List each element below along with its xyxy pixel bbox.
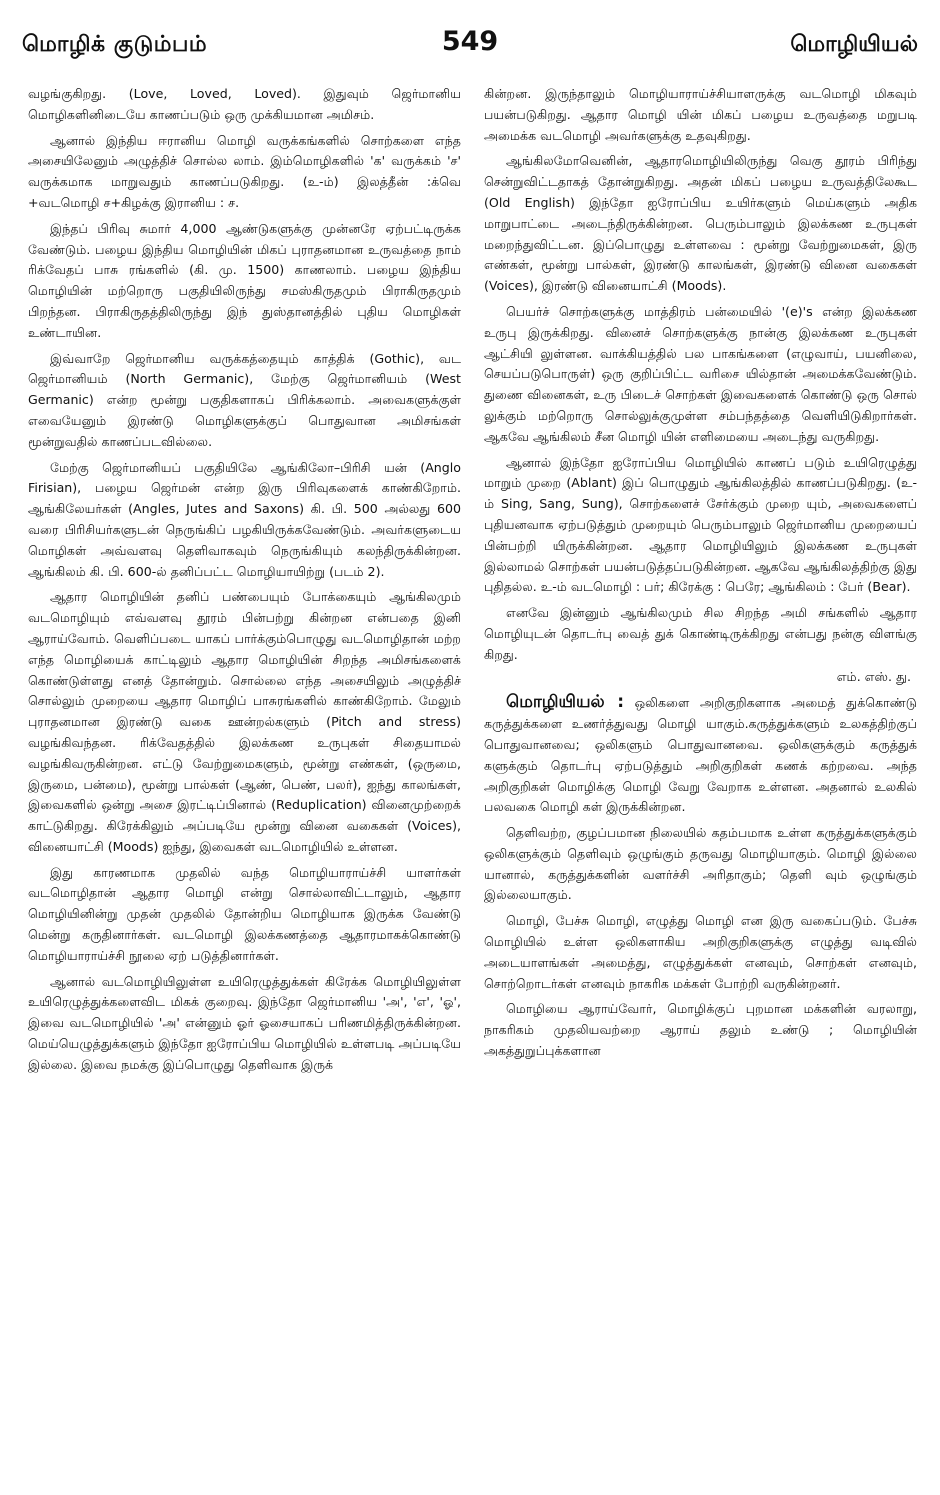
paragraph: ஆனால் இந்தோ ஐரோப்பிய மொழியில் காணப் படும் உயிரெழுத்து மாறும் முறை (Ablant) இப் பொழுதும் ஆங்கிலத்தில் காணப்படுகிறது. (உ-ம் Sing, Sang, Sung), சொற்களைச் சேர்க்கும் முறை யும், அவைகளைப் புதியனவாக ஏற்படுத்தும் முறையும் பெரும்பாலும் ஜெர்மானிய முறையைப் பின்பற்றி யிருக்கின்றன. ஆதார மொழியிலும் இலக்கண உருபுகள் இல்லாமல் சொற்கள் பயன்படுத்தப்படுகின்றன. ஆகவே ஆங்கிலத்திற்கு இது புதிதல்ல. உ-ம் வடமொழி : பர்; கிரேக்கு : பெரே; ஆங்கிலம் : பேர் (Bear). bbox=[484, 454, 917, 595]
page-header bbox=[22, 26, 918, 66]
paragraph: எனவே இன்னும் ஆங்கிலமும் சில சிறந்த அமி சங்களில் ஆதார மொழியுடன் தொடர்பு வைத் துக் கொண்டிருக்கிறது என்பது நன்கு விளங்கு கிறது. bbox=[484, 605, 917, 662]
left-column bbox=[28, 84, 461, 1479]
paragraph: கின்றன. இருந்தாலும் மொழியாராய்ச்சியாளருக்கு வடமொழி மிகவும் பயன்படுகிறது. ஆதார மொழி யின் மிகப் பழைய உருவத்தை மறுபடி அமைக்க வடமொழி அவர்களுக்கு உதவுகிறது. bbox=[484, 86, 917, 143]
paragraph: மேற்கு ஜெர்மானியப் பகுதியிலே ஆங்கிலோ–பிரிசி யன் (Anglo Firisian), பழைய ஜெர்மன் என்ற இரு பிரிவுகளைக் காண்கிறோம். ஆங்கிலேயர்கள் (Angles, Jutes and Saxons) கி. பி. 500 அல்லது 600 வரை பிரிசியர்களுடன் நெருங்கிப் பழகியிருக்கவேண்டும். அவர்களுடைய மொழிகள் அவ்வளவு தெளிவாகவும் நெருங்கியும் கலந்திருக்கின்றன. ஆங்கிலம் கி. பி. 600-ல் தனிப்பட்ட மொழியாயிற்று (படம் 2). bbox=[28, 459, 461, 579]
entry-text: ஒலிகளை அறிகுறிகளாக அமைத் துக்கொண்டு கருத்துக்களை உணர்த்துவது மொழி யாகும்.கருத்துக்களும் உலகத்திற்குப் பொதுவானவை; ஒலிகளும் பொதுவானவை. ஒலிகளுக்கும் கருத்துக் களுக்கும் தொடர்பு ஏற்படுத்தும் அறிகுறிகள் கணக் கற்றவை. அந்த அறிகுறிகள் மொழிக்கு மொழி வேறு வேறாக உள்ளன. அதனால் உலகில் பலவகை மொழி கள் இருக்கின்றன. bbox=[484, 695, 917, 815]
author-initials: எம். எஸ். து. bbox=[836, 668, 911, 684]
paragraph: ஆனால் வடமொழியிலுள்ள உயிரெழுத்துக்கள் கிரேக்க மொழியிலுள்ள உயிரெழுத்துக்களைவிட மிகக் குறைவு. இந்தோ ஜெர்மானிய 'அ', 'எ', 'ஓ', இவை வடமொழியில் 'அ' என்னும் ஓர் ஓசையாகப் பரிணமித்திருக்கின்றன. மெய்யெழுத்துக்களும் இந்தோ ஐரோப்பிய மொழியில் உள்ளபடி அப்படியே இல்லை. இவை நமக்கு இப்பொழுது தெளிவாக இருக் bbox=[28, 973, 461, 1072]
entry-heading: மொழியியல் : bbox=[506, 692, 624, 713]
paragraph: பெயர்ச் சொற்களுக்கு மாத்திரம் பன்மையில் '(e)'s என்ற இலக்கண உருபு இருக்கிறது. வினைச் சொற்களுக்கு நான்கு இலக்கண உருபுகள் ஆட்சியி லுள்ளன. வாக்கியத்தில் பல பாகங்களை (எழுவாய், பயனிலை, செயப்படுபொருள்) ஒரு குறிப்பிட்ட வரிசை யில்தான் அமைக்கவேண்டும். துணை வினைகள், உரு பிடைச் சொற்கள் இவைகளைக் கொண்டு ஒரு சொல் லுக்கும் மற்றொரு சொல்லுக்குமுள்ள சம்பந்தத்தை வெளியிடுகிறார்கள். ஆகவே ஆங்கிலம் சீன மொழி யின் எளிமையை அடைந்து வருகிறது. bbox=[484, 303, 917, 444]
paragraph: ஆதார மொழியின் தனிப் பண்பையும் போக்கையும் ஆங்கிலமும் வடமொழியும் எவ்வளவு தூரம் பின்பற்று கின்றன என்பதை இனி ஆராய்வோம். வெளிப்படை யாகப் பார்க்கும்பொழுது வடமொழிதான் மற்ற எந்த மொழியைக் காட்டிலும் ஆதார மொழியின் சிறந்த அமிசங்களைக் கொண்டுள்ளது எனத் தோன்றும். சொல்லை எந்த அசையிலும் அழுத்திச் சொல்லும் முறையை ஆதார மொழிப் பாசுரங்களில் காண்கிறோம். மேலும் புராதனமான இரண்டு வகை ஊன்றல்களும் (Pitch and stress) வழங்கிவந்தன. ரிக்வேதத்தில் இலக்கண உருபுகள் சிதையாமல் வழங்கிவருகின்றன. எட்டு வேற்றுமைகளும், மூன்று எண்கள், (ஒருமை, இருமை, பன்மை), மூன்று பால்கள் (ஆண், பெண், பலர்), ஐந்து காலங்கள், இவைகளில் ஒன்று அசை இரட்டிப்பினால் (Reduplication) வினைமுற்றைக் காட்டுகிறது. கிரேக்கிலும் அப்படியே மூன்று வினை வகைகள் (Voices), வினையாட்சி (Moods) ஐந்து, இவைகள் வடமொழியில் உள்ளன. bbox=[28, 589, 461, 854]
paragraph: தெளிவற்ற, குழப்பமான நிலையில் கதம்பமாக உள்ள கருத்துக்களுக்கும் ஒலிகளுக்கும் தெளிவும் ஒழுங்கும் தருவது மொழியாகும். மொழி இல்லை யானால், கருத்துக்களின் வளர்ச்சி அரிதாகும்; தெளி வும் ஒழுங்கும் இல்லையாகும். bbox=[484, 825, 917, 903]
running-head-left: மொழிக் குடும்பம் bbox=[22, 32, 208, 57]
entry-intro-paragraph bbox=[484, 692, 917, 818]
paragraph: மொழியை ஆராய்வோர், மொழிக்குப் புறமான மக்களின் வரலாறு, நாகரிகம் முதலியவற்றை ஆராய் தலும் உண்டு ; மொழியின் அகத்துறுப்புக்களான bbox=[484, 1001, 917, 1059]
paragraph: ஆங்கிலமோவெனின், ஆதாரமொழியிலிருந்து வெகு தூரம் பிரிந்து சென்றுவிட்டதாகத் தோன்றுகிறது. அதன் மிகப் பழைய உருவத்திலேகூட (Old English) இந்தோ ஐரோப்பிய உயிர்களும் மெய்களும் அதிக மாறுபாட்டை அடைந்திருக்கின்றன. பெரும்பாலும் இலக்கண உருபுகள் மறைந்துவிட்டன. இப்பொழுது உள்ளவை : மூன்று வேற்றுமைகள், இரு எண்கள், மூன்று பால்கள், இரண்டு காலங்கள், இரண்டு வினை வகைகள் (Voices), இரண்டு வினையாட்சி (Moods). bbox=[484, 153, 917, 294]
running-head-right: மொழியியல் bbox=[790, 32, 918, 57]
right-column bbox=[484, 84, 917, 1479]
paragraph: மொழி, பேச்சு மொழி, எழுத்து மொழி என இரு வகைப்படும். பேச்சு மொழியில் உள்ள ஒலிகளாகிய அறிகுறிகளுக்கு எழுத்து வடிவில் அடையாளங்கள் அமைத்து, எழுத்துக்கள் எனவும், சொற்கள் எனவும், சொற்றொடர்கள் எனவும் நாகரிக மக்கள் போற்றி வருகின்றனர். bbox=[484, 913, 917, 991]
paragraph: இவ்வாறே ஜெர்மானிய வருக்கத்தையும் காத்திக் (Gothic), வட ஜெர்மானியம் (North Germanic), மேற்கு ஜெர்மானியம் (West Germanic) என்ற மூன்று பகுதிகளாகப் பிரிக்கலாம். அவைகளுக்குள் எவையேனும் இரண்டு மொழிகளுக்குப் பொதுவான அமிசங்கள் மூன்றுவதில் காணப்படவில்லை. bbox=[28, 350, 461, 449]
paragraph: இந்தப் பிரிவு சுமார் 4,000 ஆண்டுகளுக்கு முன்னரே ஏற்பட்டிருக்க வேண்டும். பழைய இந்திய மொழியின் மிகப் புராதனமான உருவத்தை நாம் ரிக்வேதப் பாசு ரங்களில் (கி. மு. 1500) காணலாம். பழைய இந்திய மொழியின் மற்றொரு பகுதியிலிருந்து சமஸ்கிருதமும் பிராகிருதமும் பிறந்தன. பிராகிருதத்திலிருந்து இந் துஸ்தானத்தில் புதிய மொழிகள் உண்டாயின. bbox=[28, 220, 461, 340]
paragraph: ஆனால் இந்திய ஈரானிய மொழி வருக்கங்களில் சொற்களை எந்த அசையிலேனும் அழுத்திச் சொல்ல லாம். இம்மொழிகளில் 'க' வருக்கம் 'ச' வருக்கமாக மாறுவதும் காணப்படுகிறது. (உ-ம்) இலத்தீன் :க்வெ +வடமொழி ச+கிழக்கு இரானிய : ச. bbox=[28, 132, 461, 210]
paragraph: வழங்குகிறது. (Love, Loved, Loved). இதுவும் ஜெர்மானிய மொழிகளினிடையே காணப்படும் ஒரு முக்கியமான அமிசம். bbox=[28, 86, 461, 122]
page-number: 549 bbox=[441, 26, 499, 57]
paragraph: இது காரணமாக முதலில் வந்த மொழியாராய்ச்சி யாளர்கள் வடமொழிதான் ஆதார மொழி என்று சொல்லாவிட்டாலும், ஆதார மொழியினின்று முதன் முதலில் தோன்றிய மொழியாக இருக்க வேண்டு மென்று கருதினார்கள். வடமொழி இலக்கணத்தை ஆதாரமாகக்கொண்டு மொழியாராய்ச்சி நூலை ஏற் படுத்தினார்கள். bbox=[28, 864, 461, 963]
